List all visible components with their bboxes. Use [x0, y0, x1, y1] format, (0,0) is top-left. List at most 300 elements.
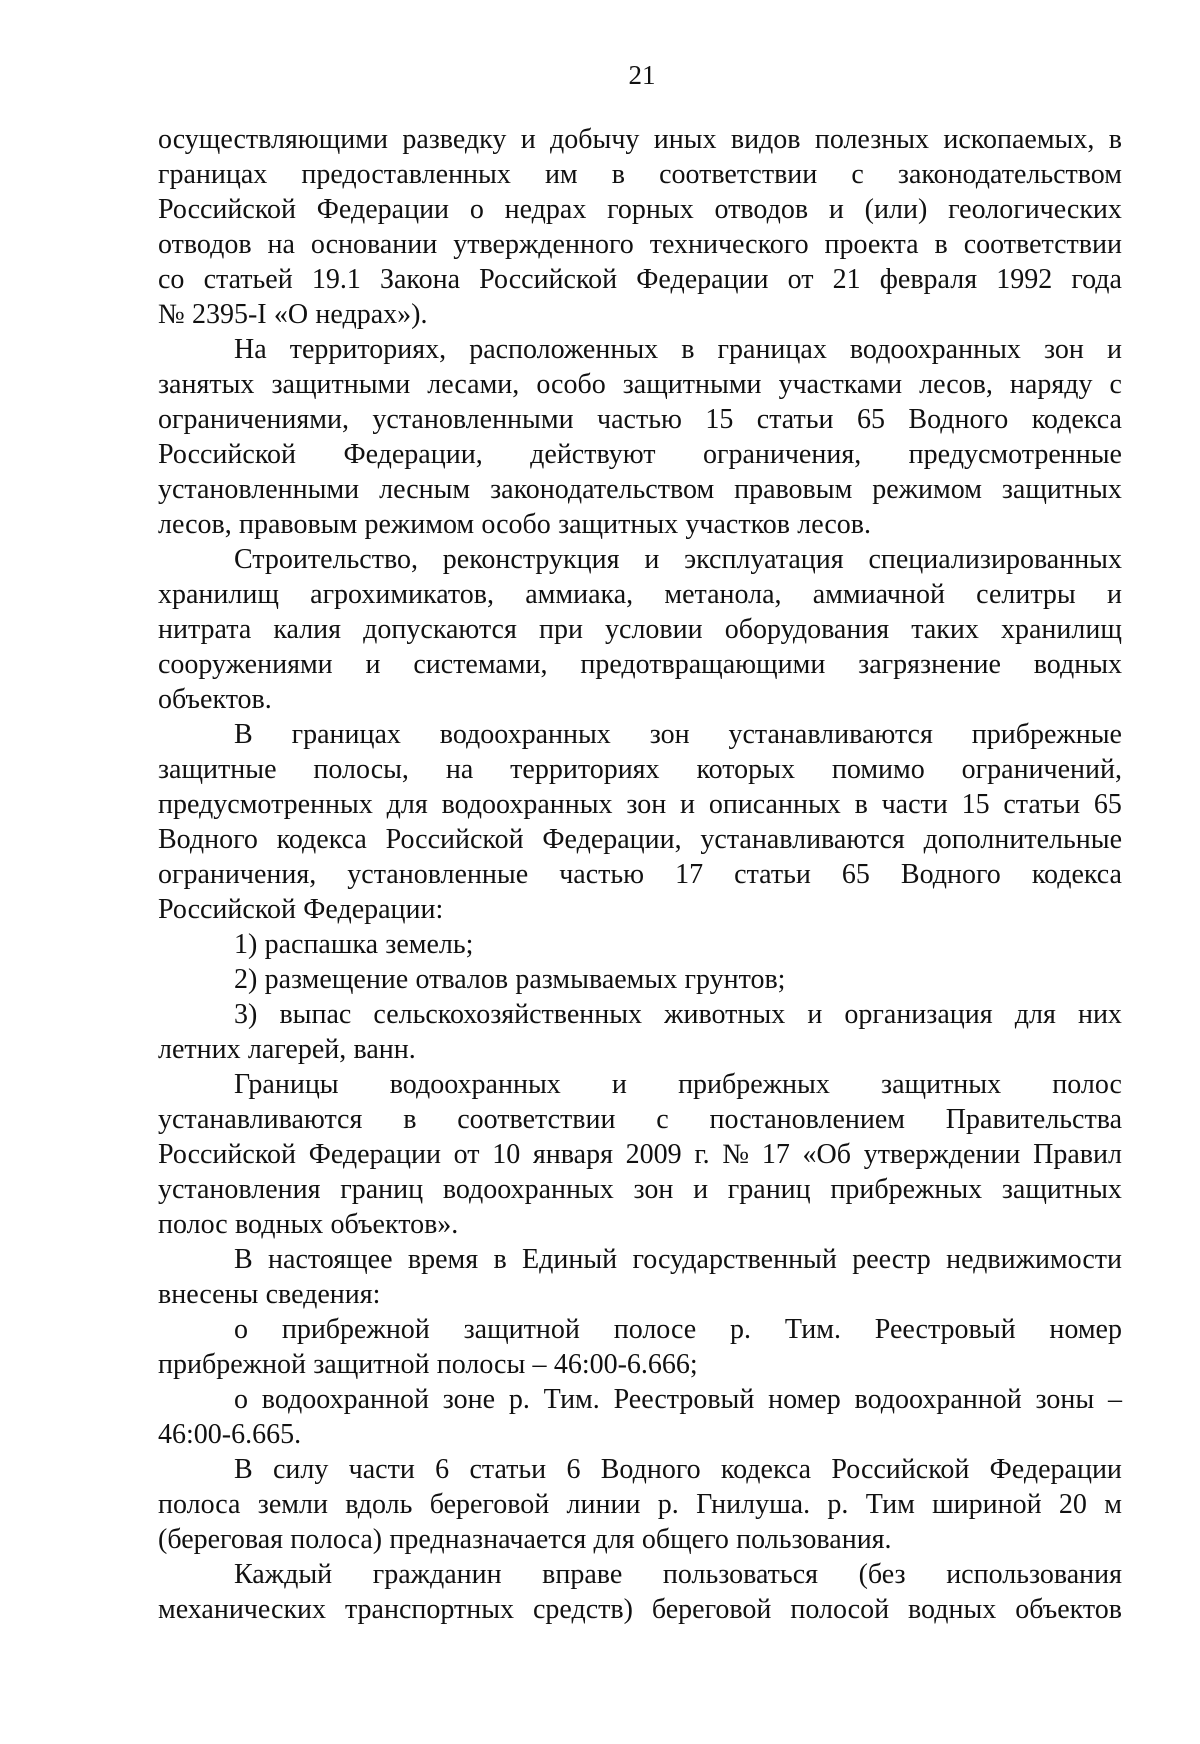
word: иных [653, 124, 717, 155]
word: участками [778, 369, 903, 400]
text-line [158, 1102, 1122, 1137]
word: прибрежные [971, 719, 1122, 750]
word: них [1077, 999, 1122, 1030]
word: загрязнение [858, 649, 1001, 680]
word: лесов, [919, 369, 993, 400]
text-line [158, 787, 1122, 822]
word: Реестровый [613, 1384, 755, 1415]
word: лагерей, [247, 1034, 347, 1065]
word: 15 [961, 789, 990, 820]
word: полос [158, 1209, 228, 1240]
word: частью [559, 859, 645, 890]
word: общего [641, 1524, 729, 1555]
word: недвижимости [946, 1244, 1122, 1275]
word: Тим. [784, 1314, 841, 1345]
word: водоохранных [849, 334, 1021, 365]
word: 6 [435, 1454, 450, 1485]
text-line [158, 1347, 1122, 1382]
word: полосе [613, 1314, 697, 1345]
word: В [234, 1244, 253, 1275]
word: в [403, 1104, 417, 1135]
word: границах [717, 334, 827, 365]
word: февраля [879, 264, 978, 295]
text-line [158, 1557, 1122, 1592]
word: зон [1043, 334, 1084, 365]
word: «О [273, 299, 309, 330]
word: вдоль [345, 1489, 413, 1520]
word: границ [340, 1174, 424, 1205]
word: летних [158, 1034, 241, 1065]
word: пользования. [736, 1524, 892, 1555]
word: прибрежных [830, 1174, 983, 1205]
word: о [469, 194, 484, 225]
word: утверждении [863, 1139, 1021, 1170]
word: Закона [379, 264, 461, 295]
word: законодательством [897, 159, 1122, 190]
word: описанных [708, 789, 841, 820]
word: горных [607, 194, 694, 225]
word: р. [730, 1314, 752, 1345]
word: сельскохозяйственных [373, 999, 643, 1030]
word: Каждый [234, 1559, 333, 1590]
word: аммиачной [812, 579, 945, 610]
word: лесным [379, 474, 471, 505]
text-line [158, 1242, 1122, 1277]
word: водоохранной [261, 1384, 429, 1415]
word: защитной [463, 1314, 580, 1345]
word: дополнительные [923, 824, 1122, 855]
word: режимом [872, 474, 982, 505]
word: соответствии [963, 229, 1122, 260]
word: механических [158, 1594, 327, 1625]
word: о [234, 1384, 248, 1415]
word: полосы, [313, 754, 409, 785]
word: лесов. [797, 509, 871, 540]
word: транспортных [344, 1594, 515, 1625]
word: водоохранных [439, 719, 611, 750]
word: Федерации: [303, 894, 444, 925]
word: от [453, 1139, 480, 1170]
text-line [158, 1452, 1122, 1487]
word: Тим [865, 1489, 915, 1520]
word: объектов [1015, 1594, 1122, 1625]
word: силу [272, 1454, 329, 1485]
word: (или) [864, 194, 928, 225]
word: На [234, 334, 267, 365]
word: средств) [532, 1594, 633, 1625]
word: 17 [761, 1139, 790, 1170]
word: утвержденного [453, 229, 634, 260]
word: 20 [1058, 1489, 1087, 1520]
word: – [532, 1349, 547, 1380]
text-line [158, 1522, 1122, 1557]
word: зон [626, 789, 667, 820]
word: для [593, 1524, 635, 1555]
word: номер [1049, 1314, 1122, 1345]
word: недрах [504, 194, 587, 225]
word: границах [158, 159, 268, 190]
word: территориях [510, 754, 660, 785]
word: сведения: [265, 1279, 381, 1310]
word: в [681, 334, 695, 365]
word: номер [768, 1384, 841, 1415]
word: 15 [705, 404, 734, 435]
word: 17 [675, 859, 704, 890]
word: зоны [1035, 1384, 1095, 1415]
word: водоохранной [854, 1384, 1022, 1415]
word: 65 [841, 859, 870, 890]
word: береговой [429, 1489, 550, 1520]
word: Гнилуша. [696, 1489, 811, 1520]
word: полоса) [290, 1524, 383, 1555]
word: распашка [264, 929, 379, 960]
text-line [158, 892, 1122, 927]
word: и [828, 194, 844, 225]
word: Правительства [945, 1104, 1122, 1135]
word: калия [273, 614, 342, 645]
word: водных [908, 1594, 997, 1625]
word: 2395-I [191, 299, 267, 330]
text-line [158, 1487, 1122, 1522]
word: водоохранных [442, 1174, 614, 1205]
word: Федерации [636, 264, 769, 295]
word: постановлением [709, 1104, 905, 1135]
word: Единый [522, 1244, 618, 1275]
word: проекта [824, 229, 919, 260]
word: в [1108, 124, 1122, 155]
word: прибрежных [678, 1069, 830, 1100]
text-line [158, 1207, 1122, 1242]
text-line [158, 1067, 1122, 1102]
word: защитных [881, 1069, 1002, 1100]
word: лесов, [158, 509, 232, 540]
word: действуют [530, 439, 656, 470]
word: 65 [856, 404, 885, 435]
word: Федерации, [542, 824, 682, 855]
word: отвалов [415, 964, 509, 995]
text-line [158, 332, 1122, 367]
word: при [538, 614, 583, 645]
word: предотвращающими [580, 649, 826, 680]
word: установленными [372, 404, 574, 435]
word: границах [291, 719, 401, 750]
word: (без [858, 1559, 906, 1590]
word: защитные [158, 754, 277, 785]
text-line [158, 1592, 1122, 1627]
word: гражданин [372, 1559, 502, 1590]
word: Водного [900, 859, 1001, 890]
text-line [158, 542, 1122, 577]
word: кодекса [276, 824, 367, 855]
word: и [644, 544, 660, 575]
word: отводов [714, 194, 809, 225]
word: хранилищ [158, 579, 279, 610]
word: метанола, [664, 579, 782, 610]
word: защитными [271, 369, 411, 400]
word: допускаются [363, 614, 517, 645]
word: особо [481, 509, 551, 540]
body-text [158, 122, 1122, 1627]
word: 2) [234, 964, 258, 995]
word: условии [605, 614, 703, 645]
word: от [787, 264, 814, 295]
word: р. [508, 1384, 530, 1415]
word: января [532, 1139, 613, 1170]
word: Российской [158, 1139, 296, 1170]
word: полезных [814, 124, 930, 155]
word: зоне [442, 1384, 496, 1415]
word: установленные [347, 859, 529, 890]
word: оборудования [724, 614, 890, 645]
word: водных [234, 1209, 324, 1240]
word: ограничения, [702, 439, 862, 470]
word: ограничений, [961, 754, 1122, 785]
word: участков [685, 509, 790, 540]
word: 10 [492, 1139, 521, 1170]
text-line [158, 157, 1122, 192]
word: в [493, 1244, 507, 1275]
word: с [851, 159, 864, 190]
text-line [158, 472, 1122, 507]
word: 1) [234, 929, 258, 960]
word: установленными [158, 474, 360, 505]
word: правовым [734, 474, 853, 505]
word: Федерации [989, 1454, 1122, 1485]
word: Водного [600, 1454, 701, 1485]
word: частью [597, 404, 682, 435]
text-line [158, 857, 1122, 892]
text-line [158, 1172, 1122, 1207]
word: водоохранных [441, 789, 613, 820]
word: земель; [385, 929, 474, 960]
word: и [365, 649, 381, 680]
word: Федерации, [343, 439, 483, 470]
word: нитрата [158, 614, 252, 645]
word: статьи [1003, 789, 1081, 820]
word: и [807, 999, 823, 1030]
word: объектов». [330, 1209, 459, 1240]
word: В [234, 719, 253, 750]
word: статьи [734, 859, 811, 890]
word: о [234, 1314, 248, 1345]
text-line [158, 437, 1122, 472]
word: соответствии [659, 159, 818, 190]
word: 2009 [625, 1139, 682, 1170]
word: выпас [279, 999, 352, 1030]
word: настоящее [268, 1244, 393, 1275]
word: сооружениями [158, 649, 333, 680]
word: реконструкция [442, 544, 620, 575]
word: соответствии [457, 1104, 616, 1135]
word: береговой [651, 1594, 772, 1625]
word: 3) [234, 999, 258, 1030]
word: правовым [239, 509, 358, 540]
word: Российской [831, 1454, 970, 1485]
word: Реестровый [874, 1314, 1016, 1345]
word: Правил [1033, 1139, 1122, 1170]
word: Границы [234, 1069, 339, 1100]
text-line [158, 822, 1122, 857]
word: года [1071, 264, 1122, 295]
word: 1992 [996, 264, 1053, 295]
word: агрохимикатов, [310, 579, 495, 610]
word: Российской [158, 194, 296, 225]
word: добычу [550, 124, 640, 155]
word: зон [649, 719, 690, 750]
word: р. [827, 1489, 849, 1520]
word: в [854, 789, 868, 820]
word: установления [158, 1174, 321, 1205]
text-line [158, 1417, 1122, 1452]
word: кодекса [720, 1454, 812, 1485]
text-line [158, 1277, 1122, 1312]
word: прибрежной [281, 1314, 430, 1345]
word: водных [1033, 649, 1122, 680]
text-line [158, 1382, 1122, 1417]
word: № [722, 1139, 750, 1170]
word: на [445, 754, 474, 785]
word: части [881, 789, 948, 820]
word: которых [696, 754, 795, 785]
word: 65 [1093, 789, 1122, 820]
word: защитных [558, 509, 679, 540]
word: ископаемых, [943, 124, 1095, 155]
text-line [158, 1137, 1122, 1172]
word: р. [657, 1489, 679, 1520]
text-line [158, 297, 1122, 332]
word: Российской [158, 894, 296, 925]
word: территориях, [289, 334, 447, 365]
word: м [1104, 1489, 1122, 1520]
word: таких [911, 614, 979, 645]
word: недрах»). [315, 299, 428, 330]
word: время [407, 1244, 479, 1275]
word: отводов [158, 229, 252, 260]
text-line [158, 752, 1122, 787]
word: шириной [932, 1489, 1042, 1520]
word: и [680, 789, 696, 820]
word: Российской [479, 264, 618, 295]
word: и [520, 124, 536, 155]
word: и [693, 1174, 709, 1205]
word: разведку [402, 124, 507, 155]
word: и [1106, 334, 1122, 365]
word: видов [730, 124, 801, 155]
word: кодекса [1031, 859, 1122, 890]
word: основании [310, 229, 438, 260]
word: и [611, 1069, 627, 1100]
word: государственный [632, 1244, 837, 1275]
word: Российской [385, 824, 524, 855]
word: зон [633, 1174, 674, 1205]
word: Федерации [316, 194, 450, 225]
word: (береговая [158, 1524, 284, 1555]
word: ванн. [353, 1034, 416, 1065]
word: реестр [852, 1244, 931, 1275]
word: организация [844, 999, 993, 1030]
word: со [158, 264, 185, 295]
text-line [158, 682, 1122, 717]
word: В [234, 1454, 253, 1485]
word: полосы [436, 1349, 526, 1380]
word: полосой [790, 1594, 890, 1625]
word: использования [946, 1559, 1122, 1590]
word: кодекса [1031, 404, 1122, 435]
word: на [267, 229, 295, 260]
word: предусмотренных [158, 789, 373, 820]
text-line [158, 1032, 1122, 1067]
word: для [1014, 999, 1056, 1030]
word: 21 [832, 264, 861, 295]
text-line [158, 577, 1122, 612]
word: предоставленных [301, 159, 511, 190]
word: защитных [1001, 1174, 1122, 1205]
word: размещение [264, 964, 409, 995]
word: размываемых [515, 964, 678, 995]
word: хранилищ [1000, 614, 1122, 645]
word: г. [694, 1139, 710, 1170]
text-line [158, 997, 1122, 1032]
word: части [348, 1454, 415, 1485]
word: статьи [469, 1454, 547, 1485]
text-line [158, 402, 1122, 437]
word: 46:00-6.666; [553, 1349, 698, 1380]
word: статьи [756, 404, 834, 435]
text-line [158, 227, 1122, 262]
word: устанавливаются [158, 1104, 363, 1135]
word: осуществляющими [158, 124, 388, 155]
word: технического [649, 229, 809, 260]
word: внесены [158, 1279, 259, 1310]
word: помимо [831, 754, 925, 785]
word: Федерации [308, 1139, 441, 1170]
word: аммиака, [525, 579, 634, 610]
word: эксплуатация [684, 544, 844, 575]
word: устанавливаются [728, 719, 933, 750]
word: Тим. [543, 1384, 600, 1415]
word: законодательством [490, 474, 715, 505]
word: границ [727, 1174, 811, 1205]
word: животных [664, 999, 786, 1030]
word: с [656, 1104, 669, 1135]
word: полоса [158, 1489, 241, 1520]
text-line [158, 192, 1122, 227]
word: лесами, [427, 369, 520, 400]
word: устанавливаются [700, 824, 905, 855]
text-line [158, 612, 1122, 647]
word: ограничения, [158, 859, 317, 890]
word: полос [1052, 1069, 1122, 1100]
word: линии [566, 1489, 641, 1520]
word: защитной [313, 1349, 430, 1380]
word: специализированных [868, 544, 1122, 575]
text-line [158, 507, 1122, 542]
word: 6 [566, 1454, 581, 1485]
word: Водного [158, 824, 258, 855]
word: в [611, 159, 625, 190]
text-line [158, 122, 1122, 157]
text-line [158, 262, 1122, 297]
word: водоохранных [389, 1069, 561, 1100]
word: расположенных [469, 334, 659, 365]
word: защитных [1001, 474, 1122, 505]
word: защитными [622, 369, 762, 400]
word: ограничениями, [158, 404, 349, 435]
text-line [158, 1312, 1122, 1347]
word: предусмотренные [908, 439, 1122, 470]
word: – [1108, 1384, 1122, 1415]
word: системами, [413, 649, 548, 680]
